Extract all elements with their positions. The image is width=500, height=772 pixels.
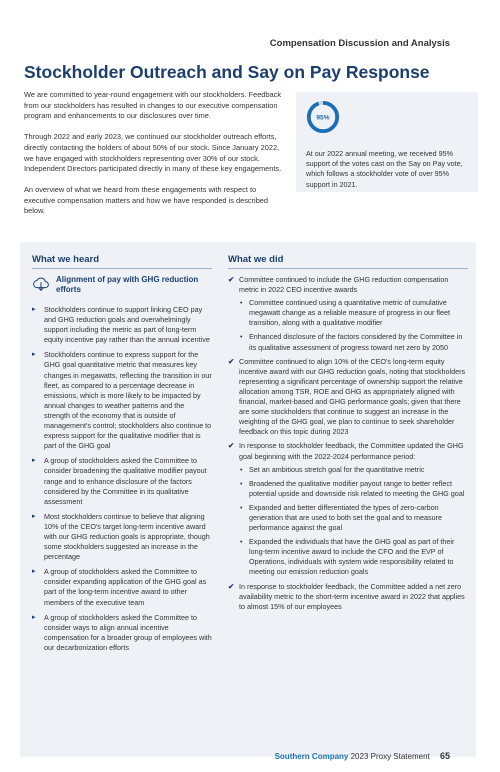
intro-text (24, 90, 286, 227)
what-we-did-column (228, 254, 468, 616)
did-sub-item: • Expanded and better differentiated the types of zero-carbon generation that are used to both set the goal and to measure performance against the goal (239, 503, 468, 533)
what-we-did-heading: What we did (228, 254, 468, 269)
intro-paragraph: Through 2022 and early 2023, we continued our stockholder outreach efforts, directly contacting the holders of about 50% of our stock. Since January 2022, we have engaged with stockholders representing over 30% of our stock. Independent Directors participated directly in many of these key engagements. (24, 132, 282, 174)
did-sub-item: • Set an ambitious stretch goal for the quantitative metric (239, 465, 468, 475)
ring-percent-label: 95% (316, 114, 330, 122)
did-sub-item: • Committee continued using a quantitative metric of cumulative megawatt change as a reliable measure of progress in our fleet transition, along with a qualitative modifier (239, 298, 468, 328)
heard-item: ▸ Stockholders continue to express support for the GHG goal quantitative metric that measures key changes in megawatts, reflecting the transition in our fleet, as compared to a percentage decrease in emissions, which is more likely to be impacted by annual changes to weather patterns and the strength of the economy that is outside of management's control; stockholders also continue to express support for the qualitative modifier that is part of the GHG goal (32, 350, 212, 451)
cloud-download-icon (32, 275, 50, 293)
heard-item: ▸ A group of stockholders asked the Committee to consider ways to align annual incentive compensation for a broader group of employees with our decarbonization efforts (32, 613, 212, 653)
did-item-label: Committee continued to align 10% of the CEO's long-term equity incentive award with our GHG reduction goals, noting that stockholders representing a significant percentage of ownership support the relative allocation among TSR, ROE and GHG as appropriately aligned with financial, market-based and GHG performance goals; given that there are some stockholders that continue to suggest an increase in the weighting of the GHG goal, we plan to continue to seek shareholder feedback on this topic during 2023 (239, 356, 466, 437)
did-item-label: In response to stockholder feedback, the Committee added a net zero availability metric to the short-term incentive award in 2022 that applies to almost 15% of our employees (239, 581, 465, 611)
did-item-label: Committee continued to include the GHG reduction compensation metric in 2022 CEO incentive awards (239, 275, 449, 295)
page-footer (275, 751, 450, 761)
intro-paragraph: We are committed to year-round engagement with our stockholders. Feedback from our stockholders has resulted in changes to our executive compensation program and enhancements to our disclosures over time. (24, 90, 282, 121)
check-icon: ✔ (228, 581, 235, 591)
stat-description: At our 2022 annual meeting, we received 95% support of the votes cast on the Say on Pay vote, which follows a stockholder vote of over 95% support in 2021. (306, 149, 463, 189)
topic-header (32, 275, 212, 295)
footer-company: Southern Company (274, 752, 349, 761)
heard-item: ▸ A group of stockholders asked the Committee to consider expanding application of the GHG goal as part of the long-term incentive award to other members of the executive team (32, 567, 212, 607)
section-header: Compensation Discussion and Analysis (269, 38, 450, 49)
heard-item: ▸ A group of stockholders asked the Committee to consider broadening the qualitative modifier payout range and to enhance disclosure of the factors considered by the Committee in its qualitative assessment (32, 456, 212, 506)
topic-title: Alignment of pay with GHG reduction efforts (56, 275, 199, 294)
heard-item: ▸ Stockholders continue to support linking CEO pay and GHG reduction goals and overwhelmingly support including the metric as part of long-term equity incentive pay rather than the annual incentive (32, 305, 212, 345)
did-sub-item: • Broadened the qualitative modifier payout range to better reflect potential upside and downside risk related to meeting the GHG goal (239, 479, 468, 499)
check-icon: ✔ (228, 356, 235, 366)
did-item (228, 441, 468, 577)
did-item-text (228, 357, 468, 438)
did-item-text (228, 582, 468, 612)
did-item (228, 582, 468, 612)
heard-item: ▸ Most stockholders continue to believe that aligning 10% of the CEO's target long-term incentive award with our GHG reduction goals is appropriate, though some stockholders suggested an increase in the percentage (32, 512, 212, 562)
support-ring-chart (306, 100, 340, 134)
did-sub-item: • Expanded the individuals that have the GHG goal as part of their long-term incentive award to include the CFO and the EVP of Operations, individuals with system wide responsibility related to meeting our emission reduction goals (239, 537, 468, 577)
what-we-heard-heading: What we heard (32, 254, 212, 269)
did-item (228, 357, 468, 438)
did-sub-item: • Enhanced disclosure of the factors considered by the Committee in its qualitative assessment of progress toward net zero by 2050 (239, 332, 468, 352)
heard-did-panel (20, 242, 476, 757)
did-sub-list (228, 298, 468, 352)
did-item-text (228, 441, 468, 461)
page-title: Stockholder Outreach and Say on Pay Response (24, 62, 430, 82)
page-number: 65 (439, 751, 450, 761)
intro-paragraph: An overview of what we heard from these engagements with respect to executive compensation matters and how we have responded is described below. (24, 184, 269, 216)
say-on-pay-stat-box (296, 92, 478, 192)
what-we-heard-column (32, 254, 212, 658)
did-item (228, 275, 468, 353)
did-sub-list (228, 465, 468, 578)
check-icon: ✔ (228, 441, 235, 451)
check-icon: ✔ (228, 275, 235, 284)
footer-document: 2023 Proxy Statement (350, 752, 430, 761)
did-item-label: In response to stockholder feedback, the Committee updated the GHG goal beginning with the 2022-2024 performance period: (239, 441, 464, 461)
heard-list (32, 305, 212, 653)
did-item-text (228, 275, 468, 295)
